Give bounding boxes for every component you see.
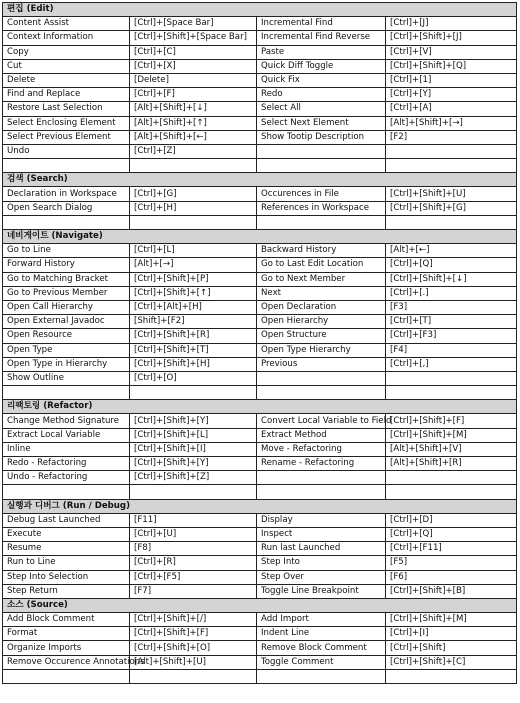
command-name: Restore Last Selection bbox=[3, 102, 130, 116]
command-name: Indent Line bbox=[257, 627, 386, 641]
shortcut-key: [Ctrl]+[C] bbox=[130, 45, 257, 59]
table-row bbox=[3, 414, 517, 428]
shortcut-key: [Ctrl]+[U] bbox=[130, 527, 257, 541]
command-name: Go to Line bbox=[3, 244, 130, 258]
command-name: Quick Diff Toggle bbox=[257, 59, 386, 73]
command-name: Cut bbox=[3, 59, 130, 73]
command-name: Content Assist bbox=[3, 17, 130, 31]
command-name: Open External Javadoc bbox=[3, 315, 130, 329]
shortcut-key: [Ctrl]+[Shift]+[I] bbox=[130, 442, 257, 456]
command-name: Go to Last Edit Location bbox=[257, 258, 386, 272]
shortcut-key: [Ctrl]+[F11] bbox=[386, 542, 517, 556]
shortcut-key bbox=[386, 144, 517, 158]
shortcut-key: [Alt]+[Shift]+[↓] bbox=[130, 102, 257, 116]
shortcut-key: [Ctrl]+[X] bbox=[130, 59, 257, 73]
table-row bbox=[3, 59, 517, 73]
table-row bbox=[3, 258, 517, 272]
table-row bbox=[3, 45, 517, 59]
table-row bbox=[3, 428, 517, 442]
table-row bbox=[3, 130, 517, 144]
shortcut-key: [Alt]+[Shift]+[U] bbox=[130, 655, 257, 669]
shortcut-key: [Alt]+[Shift]+[R] bbox=[386, 457, 517, 471]
shortcut-key: [Ctrl]+[I] bbox=[386, 627, 517, 641]
command-name: Step Into Selection bbox=[3, 570, 130, 584]
command-name: Paste bbox=[257, 45, 386, 59]
command-name: Go to Previous Member bbox=[3, 286, 130, 300]
command-name: Step Return bbox=[3, 584, 130, 598]
shortcut-key: [Ctrl]+[Z] bbox=[130, 144, 257, 158]
shortcut-key: [Ctrl]+[G] bbox=[130, 187, 257, 201]
shortcut-key: [Ctrl]+[H] bbox=[130, 201, 257, 215]
table-row bbox=[3, 513, 517, 527]
command-name: Previous bbox=[257, 357, 386, 371]
command-name: Undo bbox=[3, 144, 130, 158]
shortcut-key: [F4] bbox=[386, 343, 517, 357]
section-header bbox=[3, 173, 517, 187]
shortcut-key: [Alt]+[Shift]+[V] bbox=[386, 442, 517, 456]
command-name: Open Declaration bbox=[257, 300, 386, 314]
command-name: Toggle Comment bbox=[257, 655, 386, 669]
table-row bbox=[3, 187, 517, 201]
command-name: Convert Local Variable to Field bbox=[257, 414, 386, 428]
shortcut-key: [Ctrl]+[Shift]+[F] bbox=[130, 627, 257, 641]
shortcut-key: [F11] bbox=[130, 513, 257, 527]
section-header bbox=[3, 598, 517, 612]
shortcut-key bbox=[386, 159, 517, 173]
shortcut-key: [Ctrl]+[Shift]+[/] bbox=[130, 613, 257, 627]
shortcut-key bbox=[386, 371, 517, 385]
command-name: Format bbox=[3, 627, 130, 641]
shortcut-key: [Ctrl]+[Shift]+[Space Bar] bbox=[130, 31, 257, 45]
command-name bbox=[257, 669, 386, 683]
shortcut-key bbox=[130, 215, 257, 229]
command-name: Resume bbox=[3, 542, 130, 556]
command-name: Inspect bbox=[257, 527, 386, 541]
command-name: Declaration in Workspace bbox=[3, 187, 130, 201]
shortcut-key bbox=[386, 669, 517, 683]
command-name bbox=[257, 144, 386, 158]
command-name: Open Type bbox=[3, 343, 130, 357]
table-row bbox=[3, 527, 517, 541]
shortcut-key: [Alt]+[→] bbox=[130, 258, 257, 272]
command-name: Select Enclosing Element bbox=[3, 116, 130, 130]
shortcut-key: [Ctrl]+[Q] bbox=[386, 527, 517, 541]
table-row bbox=[3, 73, 517, 87]
shortcut-table bbox=[2, 2, 517, 684]
shortcut-key: [Ctrl]+[Shift]+[M] bbox=[386, 613, 517, 627]
command-name: Copy bbox=[3, 45, 130, 59]
shortcut-table-body bbox=[3, 3, 517, 684]
shortcut-key: [Ctrl]+[Shift]+[F] bbox=[386, 414, 517, 428]
command-name bbox=[3, 215, 130, 229]
shortcut-key: [Ctrl]+[Shift]+[M] bbox=[386, 428, 517, 442]
command-name: Add Block Comment bbox=[3, 613, 130, 627]
shortcut-key: [Ctrl]+[Shift]+[T] bbox=[130, 343, 257, 357]
section-header bbox=[3, 499, 517, 513]
command-name bbox=[3, 485, 130, 499]
command-name: Open Type Hierarchy bbox=[257, 343, 386, 357]
command-name: Undo - Refactoring bbox=[3, 471, 130, 485]
table-row bbox=[3, 457, 517, 471]
command-name: Step Into bbox=[257, 556, 386, 570]
table-row bbox=[3, 144, 517, 158]
shortcut-key: [Ctrl]+[Shift]+[P] bbox=[130, 272, 257, 286]
shortcut-key: [Ctrl]+[V] bbox=[386, 45, 517, 59]
shortcut-key: [Alt]+[Shift]+[↑] bbox=[130, 116, 257, 130]
command-name: Go to Next Member bbox=[257, 272, 386, 286]
section-title: 검색 (Search) bbox=[3, 173, 517, 187]
shortcut-key: [Ctrl]+[Shift]+[H] bbox=[130, 357, 257, 371]
command-name: Redo bbox=[257, 88, 386, 102]
command-name: Inline bbox=[3, 442, 130, 456]
command-name: Select Previous Element bbox=[3, 130, 130, 144]
shortcut-key bbox=[130, 159, 257, 173]
shortcut-key: [Delete] bbox=[130, 73, 257, 87]
command-name: Forward History bbox=[3, 258, 130, 272]
command-name: Run to Line bbox=[3, 556, 130, 570]
shortcut-key: [Ctrl]+[F] bbox=[130, 88, 257, 102]
table-row bbox=[3, 442, 517, 456]
command-name: Add Import bbox=[257, 613, 386, 627]
section-header bbox=[3, 3, 517, 17]
command-name: Move - Refactoring bbox=[257, 442, 386, 456]
shortcut-key: [Ctrl]+[L] bbox=[130, 244, 257, 258]
section-title: 소스 (Source) bbox=[3, 598, 517, 612]
command-name: Open Call Hierarchy bbox=[3, 300, 130, 314]
shortcut-key: [Ctrl]+[1] bbox=[386, 73, 517, 87]
table-row bbox=[3, 556, 517, 570]
shortcut-key bbox=[386, 471, 517, 485]
shortcut-key: [F3] bbox=[386, 300, 517, 314]
table-row bbox=[3, 329, 517, 343]
command-name: Delete bbox=[3, 73, 130, 87]
table-row bbox=[3, 300, 517, 314]
command-name bbox=[257, 159, 386, 173]
shortcut-key bbox=[386, 215, 517, 229]
table-row bbox=[3, 116, 517, 130]
shortcut-key: [Ctrl]+[Shift]+[C] bbox=[386, 655, 517, 669]
section-title: 리팩토링 (Refactor) bbox=[3, 400, 517, 414]
command-name: Extract Local Variable bbox=[3, 428, 130, 442]
shortcut-key: [Ctrl]+[D] bbox=[386, 513, 517, 527]
shortcut-key: [Ctrl]+[Shift]+[Y] bbox=[130, 414, 257, 428]
shortcut-key: [Ctrl]+[Shift]+[U] bbox=[386, 187, 517, 201]
command-name: Toggle Line Breakpoint bbox=[257, 584, 386, 598]
command-name: Change Method Signature bbox=[3, 414, 130, 428]
table-row bbox=[3, 17, 517, 31]
shortcut-key: [Ctrl]+[Shift]+[L] bbox=[130, 428, 257, 442]
table-row bbox=[3, 286, 517, 300]
command-name bbox=[257, 485, 386, 499]
shortcut-key bbox=[386, 485, 517, 499]
command-name: Extract Method bbox=[257, 428, 386, 442]
shortcut-key: [Ctrl]+[F3] bbox=[386, 329, 517, 343]
table-row bbox=[3, 471, 517, 485]
command-name: Open Search Dialog bbox=[3, 201, 130, 215]
shortcut-key: [F5] bbox=[386, 556, 517, 570]
shortcut-key: [F6] bbox=[386, 570, 517, 584]
table-row bbox=[3, 570, 517, 584]
shortcut-key: [F7] bbox=[130, 584, 257, 598]
blank-row bbox=[3, 215, 517, 229]
command-name: References in Workspace bbox=[257, 201, 386, 215]
command-name: Find and Replace bbox=[3, 88, 130, 102]
blank-row bbox=[3, 159, 517, 173]
command-name: Open Hierarchy bbox=[257, 315, 386, 329]
shortcut-key: [Ctrl]+[O] bbox=[130, 371, 257, 385]
command-name bbox=[257, 471, 386, 485]
command-name bbox=[257, 386, 386, 400]
shortcut-key: [Ctrl]+[T] bbox=[386, 315, 517, 329]
table-row bbox=[3, 201, 517, 215]
shortcut-key: [Ctrl]+[R] bbox=[130, 556, 257, 570]
table-row bbox=[3, 613, 517, 627]
command-name: Rename - Refactoring bbox=[257, 457, 386, 471]
command-name bbox=[3, 159, 130, 173]
command-name: Debug Last Launched bbox=[3, 513, 130, 527]
shortcut-key: [Ctrl]+[.] bbox=[386, 286, 517, 300]
table-row bbox=[3, 641, 517, 655]
shortcut-key: [Ctrl]+[Shift]+[↑] bbox=[130, 286, 257, 300]
command-name: Incremental Find bbox=[257, 17, 386, 31]
command-name: Go to Matching Bracket bbox=[3, 272, 130, 286]
command-name: Next bbox=[257, 286, 386, 300]
command-name: Remove Occurence Annotations bbox=[3, 655, 130, 669]
command-name bbox=[3, 386, 130, 400]
table-row bbox=[3, 655, 517, 669]
blank-row bbox=[3, 485, 517, 499]
table-row bbox=[3, 627, 517, 641]
command-name: Step Over bbox=[257, 570, 386, 584]
table-row bbox=[3, 542, 517, 556]
shortcut-key: [Ctrl]+[A] bbox=[386, 102, 517, 116]
shortcut-key: [Ctrl]+[Shift]+[↓] bbox=[386, 272, 517, 286]
table-row bbox=[3, 371, 517, 385]
shortcut-key: [Ctrl]+[Shift]+[R] bbox=[130, 329, 257, 343]
blank-row bbox=[3, 669, 517, 683]
section-header bbox=[3, 230, 517, 244]
shortcut-key: [Shift]+[F2] bbox=[130, 315, 257, 329]
shortcut-key: [Ctrl]+[F5] bbox=[130, 570, 257, 584]
table-row bbox=[3, 31, 517, 45]
shortcut-key: [Ctrl]+[Shift]+[G] bbox=[386, 201, 517, 215]
command-name: Backward History bbox=[257, 244, 386, 258]
command-name: Display bbox=[257, 513, 386, 527]
shortcut-key: [Alt]+[Shift]+[←] bbox=[130, 130, 257, 144]
command-name: Remove Block Comment bbox=[257, 641, 386, 655]
command-name: Execute bbox=[3, 527, 130, 541]
table-row bbox=[3, 244, 517, 258]
table-row bbox=[3, 584, 517, 598]
shortcut-key: [Ctrl]+[Shift] bbox=[386, 641, 517, 655]
shortcut-key: [Alt]+[Shift]+[→] bbox=[386, 116, 517, 130]
command-name: Incremental Find Reverse bbox=[257, 31, 386, 45]
shortcut-key: [Ctrl]+[J] bbox=[386, 17, 517, 31]
command-name: Redo - Refactoring bbox=[3, 457, 130, 471]
command-name: Occurences in File bbox=[257, 187, 386, 201]
shortcut-key: [Ctrl]+[Shift]+[Q] bbox=[386, 59, 517, 73]
command-name bbox=[3, 669, 130, 683]
command-name bbox=[257, 215, 386, 229]
blank-row bbox=[3, 386, 517, 400]
shortcut-key: [F2] bbox=[386, 130, 517, 144]
command-name: Open Type in Hierarchy bbox=[3, 357, 130, 371]
shortcut-key: [Ctrl]+[Alt]+[H] bbox=[130, 300, 257, 314]
section-title: 편집 (Edit) bbox=[3, 3, 517, 17]
command-name: Organize Imports bbox=[3, 641, 130, 655]
table-row bbox=[3, 315, 517, 329]
shortcut-key: [Ctrl]+[Q] bbox=[386, 258, 517, 272]
shortcut-key bbox=[130, 669, 257, 683]
command-name: Select All bbox=[257, 102, 386, 116]
command-name: Open Structure bbox=[257, 329, 386, 343]
section-header bbox=[3, 400, 517, 414]
shortcut-key: [F8] bbox=[130, 542, 257, 556]
command-name: Open Resource bbox=[3, 329, 130, 343]
shortcut-key bbox=[130, 386, 257, 400]
shortcut-key: [Ctrl]+[Shift]+[B] bbox=[386, 584, 517, 598]
table-row bbox=[3, 272, 517, 286]
command-name bbox=[257, 371, 386, 385]
shortcut-key: [Alt]+[←] bbox=[386, 244, 517, 258]
shortcut-key: [Ctrl]+[Shift]+[Z] bbox=[130, 471, 257, 485]
command-name: Run last Launched bbox=[257, 542, 386, 556]
command-name: Show Tootip Description bbox=[257, 130, 386, 144]
shortcut-key: [Ctrl]+[Y] bbox=[386, 88, 517, 102]
table-row bbox=[3, 343, 517, 357]
command-name: Select Next Element bbox=[257, 116, 386, 130]
shortcut-key bbox=[130, 485, 257, 499]
section-title: 네비게이트 (Navigate) bbox=[3, 230, 517, 244]
table-row bbox=[3, 357, 517, 371]
shortcut-key: [Ctrl]+[Shift]+[Y] bbox=[130, 457, 257, 471]
shortcut-key: [Ctrl]+[Shift]+[O] bbox=[130, 641, 257, 655]
shortcut-key bbox=[386, 386, 517, 400]
table-row bbox=[3, 88, 517, 102]
section-title: 실행과 디버그 (Run / Debug) bbox=[3, 499, 517, 513]
shortcut-key: [Ctrl]+[Shift]+[J] bbox=[386, 31, 517, 45]
command-name: Show Outline bbox=[3, 371, 130, 385]
command-name: Context Information bbox=[3, 31, 130, 45]
command-name: Quick Fix bbox=[257, 73, 386, 87]
shortcut-key: [Ctrl]+[,] bbox=[386, 357, 517, 371]
table-row bbox=[3, 102, 517, 116]
shortcut-key: [Ctrl]+[Space Bar] bbox=[130, 17, 257, 31]
